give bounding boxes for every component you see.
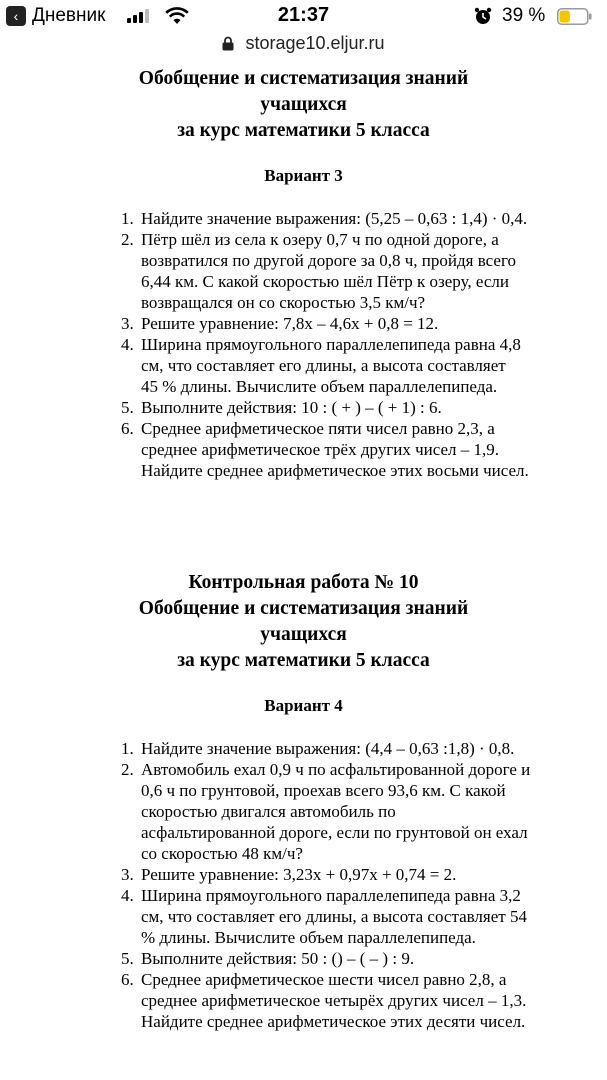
- task-text-line: 0,6 ч по грунтовой, проехав всего 93,6 км. С какой: [141, 781, 506, 800]
- task-text-line: Среднее арифметическое пяти чисел равно 2,3, а: [141, 419, 495, 438]
- task-item: [121, 418, 581, 481]
- task-number: 5.: [121, 398, 134, 417]
- task-number: 4.: [121, 886, 134, 905]
- task-number: 2.: [121, 230, 134, 249]
- task-text-line: 6,44 км. С какой скоростью шёл Пётр к озеру, если: [141, 272, 509, 291]
- task-text-line: Автомобиль ехал 0,9 ч по асфальтированной дороге и: [141, 760, 531, 779]
- task-item: [121, 313, 581, 334]
- heading-line: учащихся: [260, 624, 347, 645]
- task-text-line: Найдите значение выражения: (5,25 – 0,63 : 1,4) · 0,4.: [141, 209, 528, 228]
- heading-line: учащихся: [260, 94, 347, 115]
- section1-heading: [0, 66, 607, 144]
- task-text-line: см, что составляет его длины, а высота составляет: [141, 356, 506, 375]
- task-number: 2.: [121, 760, 134, 779]
- task-item: [121, 229, 581, 313]
- task-number: 5.: [121, 949, 134, 968]
- task-number: 6.: [121, 419, 134, 438]
- task-text-line: Решите уравнение: 7,8x – 4,6x + 0,8 = 12.: [141, 314, 439, 333]
- task-number: 1.: [121, 739, 134, 758]
- task-number: 4.: [121, 335, 134, 354]
- section1-task-list: [121, 208, 581, 481]
- task-text-line: Пётр шёл из села к озеру 0,7 ч по одной дороге, а: [141, 230, 499, 249]
- task-text-line: Найдите значение выражения: (4,4 – 0,63 :1,8) · 0,8.: [141, 739, 515, 758]
- heading-line: Контрольная работа № 10: [188, 572, 419, 593]
- task-item: [121, 885, 581, 948]
- task-text-line: Ширина прямоугольного параллелепипеда равна 3,2: [141, 886, 521, 905]
- task-text-line: % длины. Вычислите объем параллелепипеда.: [141, 928, 476, 947]
- task-number: 3.: [121, 865, 134, 884]
- heading-line: Обобщение и систематизация знаний: [138, 68, 469, 89]
- back-arrow-icon[interactable]: ‹: [6, 6, 26, 26]
- task-text-line: среднее арифметическое трёх других чисел – 1,9.: [141, 440, 500, 459]
- task-item: [121, 948, 581, 969]
- task-number: 6.: [121, 970, 134, 989]
- task-item: [121, 759, 581, 864]
- task-text-line: среднее арифметическое четырёх других чисел – 1,3.: [141, 991, 527, 1010]
- task-item: [121, 738, 581, 759]
- battery-percent: 39 %: [502, 5, 546, 26]
- battery-fill: [560, 11, 570, 23]
- url-text[interactable]: storage10.eljur.ru: [245, 32, 385, 53]
- task-text-line: скоростью двигался автомобиль по: [141, 802, 396, 821]
- alarm-icon: [474, 7, 492, 25]
- task-item: [121, 208, 581, 229]
- task-text-line: Выполните действия: 50 : () – ( – ) : 9.: [141, 949, 415, 968]
- section2-task-list: [121, 738, 581, 1032]
- heading-line: за курс математики 5 класса: [177, 650, 430, 671]
- task-text-line: Решите уравнение: 3,23x + 0,97x + 0,74 = 2.: [141, 865, 457, 884]
- task-text-line: Ширина прямоугольного параллелепипеда равна 4,8: [141, 335, 521, 354]
- task-item: [121, 969, 581, 1032]
- task-text-line: см, что составляет его длины, а высота составляет 54: [141, 907, 527, 926]
- task-text-line: Среднее арифметическое шести чисел равно 2,8, а: [141, 970, 507, 989]
- task-text-line: со скоростью 48 км/ч?: [141, 844, 303, 863]
- section2-heading: [0, 570, 607, 674]
- battery-icon: [557, 8, 592, 25]
- heading-line: Обобщение и систематизация знаний: [138, 598, 469, 619]
- task-item: [121, 334, 581, 397]
- section2-variant: [0, 696, 607, 716]
- url-bar[interactable]: [0, 32, 607, 58]
- section1-variant: [0, 166, 607, 186]
- task-text-line: возвращался он со скоростью 3,5 км/ч?: [141, 293, 426, 312]
- task-text-line: 45 % длины. Вычислите объем параллелепипеда.: [141, 377, 498, 396]
- task-text-line: возвратился по другой дороге за 0,8 ч, пройдя всего: [141, 251, 516, 270]
- status-bar: [0, 0, 607, 32]
- task-text-line: Найдите среднее арифметическое этих восьми чисел.: [141, 461, 529, 480]
- variant-title: Вариант 4: [264, 696, 343, 715]
- back-app-label[interactable]: Дневник: [32, 5, 106, 26]
- variant-title: Вариант 3: [264, 166, 343, 185]
- task-item: [121, 864, 581, 885]
- task-item: [121, 397, 581, 418]
- task-text-line: Выполните действия: 10 : ( + ) – ( + 1) : 6.: [141, 398, 442, 417]
- lock-icon: [222, 36, 234, 51]
- task-number: 1.: [121, 209, 134, 228]
- heading-line: за курс математики 5 класса: [177, 120, 430, 141]
- task-number: 3.: [121, 314, 134, 333]
- clock: 21:37: [277, 4, 330, 26]
- task-text-line: Найдите среднее арифметическое этих десяти чисел.: [141, 1012, 526, 1031]
- task-text-line: асфальтированной дороге, если по грунтовой он ехал: [141, 823, 528, 842]
